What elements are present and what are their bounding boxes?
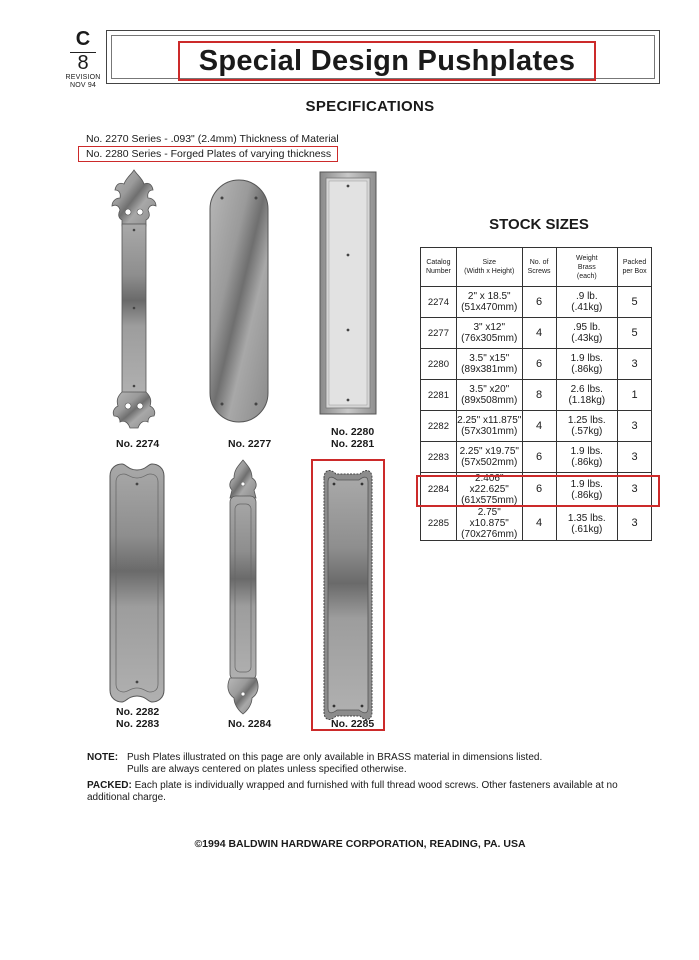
packed-label: PACKED: — [87, 780, 132, 791]
cell-weight: 1.9 lbs. (.86kg) — [556, 349, 618, 380]
plate-label-2284: No. 2284 — [228, 718, 272, 730]
plate-2280-2281-image — [318, 170, 378, 416]
cell-weight: .9 lb. (.41kg) — [556, 287, 618, 318]
spec-line-2280: No. 2280 Series - Forged Plates of varying thickness — [78, 146, 338, 162]
table-header-row — [421, 248, 652, 287]
cell-screws: 8 — [522, 380, 556, 411]
revision-line-2: NOV 94 — [69, 82, 97, 89]
plate-label-2282: No. 2282 — [116, 706, 160, 718]
cell-packed: 3 — [618, 442, 652, 473]
cell-catalog: 2277 — [421, 318, 457, 349]
revision-label — [62, 74, 104, 90]
note-text-2: Pulls are always centered on plates unless specified otherwise. — [127, 764, 407, 775]
cell-catalog: 2284 — [421, 473, 457, 507]
cell-catalog: 2274 — [421, 287, 457, 318]
cell-catalog: 2285 — [421, 507, 457, 541]
cell-size: 2.25" x19.75" (57x502mm) — [456, 442, 522, 473]
specifications-heading: SPECIFICATIONS — [305, 98, 435, 115]
plate-label-2283: No. 2283 — [116, 718, 160, 730]
section-number: 8 — [77, 52, 89, 74]
header-screws: No. of Screws — [522, 248, 556, 287]
cell-weight: 1.35 lbs. (.61kg) — [556, 507, 618, 541]
page-title: Special Design Pushplates — [178, 41, 596, 81]
plate-2284-image — [220, 458, 266, 716]
cell-screws: 4 — [522, 411, 556, 442]
cell-packed: 5 — [618, 287, 652, 318]
packed-text: Each plate is individually wrapped and furnished with full thread wood screws. Other fasteners available at no additional charge. — [87, 780, 618, 803]
cell-screws: 6 — [522, 442, 556, 473]
header-catalog: Catalog Number — [421, 248, 457, 287]
plate-2285-highlight — [311, 459, 385, 731]
cell-packed: 1 — [618, 380, 652, 411]
cell-screws: 6 — [522, 473, 556, 507]
header-weight: Weight Brass (each) — [556, 248, 618, 287]
plate-label-2285: No. 2285 — [331, 718, 375, 730]
plate-label-2280: No. 2280 — [331, 426, 375, 438]
note-label: NOTE: — [87, 752, 119, 763]
table-row — [421, 349, 652, 380]
cell-size: 2.406" x22.625" (61x575mm) — [456, 473, 522, 507]
table-row-2285 — [421, 507, 652, 541]
plate-2277-image — [208, 178, 270, 424]
table-row — [421, 411, 652, 442]
cell-weight: 1.9 lbs. (.86kg) — [556, 473, 618, 507]
cell-packed: 5 — [618, 318, 652, 349]
stock-sizes-heading: STOCK SIZES — [489, 216, 589, 233]
cell-catalog: 2280 — [421, 349, 457, 380]
table-row — [421, 318, 652, 349]
cell-weight: 1.25 lbs. (.57kg) — [556, 411, 618, 442]
spec-line-2270: No. 2270 Series - .093" (2.4mm) Thickness of Material — [86, 133, 339, 145]
note-text-1: Push Plates illustrated on this page are only available in BRASS material in dimensions listed. — [127, 752, 543, 763]
cell-screws: 6 — [522, 287, 556, 318]
cell-screws: 4 — [522, 507, 556, 541]
cell-size: 3.5" x15" (89x381mm) — [456, 349, 522, 380]
cell-catalog: 2282 — [421, 411, 457, 442]
cell-packed: 3 — [618, 411, 652, 442]
table-row — [421, 380, 652, 411]
cell-size: 3.5" x20" (89x508mm) — [456, 380, 522, 411]
cell-catalog: 2283 — [421, 442, 457, 473]
cell-weight: 1.9 lbs. (.86kg) — [556, 442, 618, 473]
cell-catalog: 2281 — [421, 380, 457, 411]
cell-screws: 6 — [522, 349, 556, 380]
plate-label-2277: No. 2277 — [228, 438, 272, 450]
cell-size: 3" x12" (76x305mm) — [456, 318, 522, 349]
cell-size: 2.75" x10.875" (70x276mm) — [456, 507, 522, 541]
plate-label-2274: No. 2274 — [116, 438, 160, 450]
header-packed: Packed per Box — [618, 248, 652, 287]
table-row — [421, 442, 652, 473]
cell-weight: .95 lb. (.43kg) — [556, 318, 618, 349]
cell-size: 2" x 18.5" (51x470mm) — [456, 287, 522, 318]
table-row — [421, 287, 652, 318]
cell-packed: 3 — [618, 473, 652, 507]
plate-2282-2283-image — [106, 460, 168, 706]
cell-packed: 3 — [618, 507, 652, 541]
packed-note — [87, 780, 647, 804]
header-size: Size (Width x Height) — [456, 248, 522, 287]
section-letter: C — [75, 28, 91, 50]
plate-label-2281: No. 2281 — [331, 438, 375, 450]
plate-2274-image — [106, 168, 162, 436]
row-2285-highlight — [416, 475, 660, 507]
revision-line-1: REVISION — [65, 74, 101, 81]
cell-screws: 4 — [522, 318, 556, 349]
cell-packed: 3 — [618, 349, 652, 380]
cell-size: 2.25" x11.875" (57x301mm) — [456, 411, 522, 442]
copyright-footer: ©1994 BALDWIN HARDWARE CORPORATION, READING, PA. USA — [194, 838, 526, 850]
cell-weight: 2.6 lbs. (1.18kg) — [556, 380, 618, 411]
